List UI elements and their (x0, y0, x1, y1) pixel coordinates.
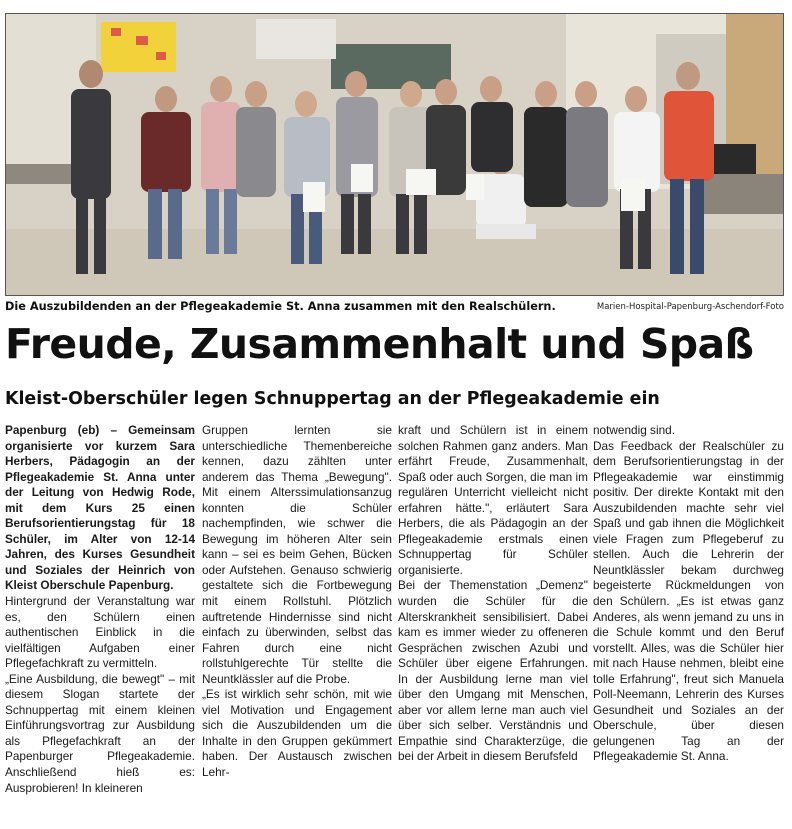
article-paragraph: Das Feedback der Realschüler zu dem Berufsorientierungstag in der Pflegeakademie war einstimmig positiv. Der direkte Kontakt mit den Auszubildenden machte sehr viel Spaß und gab ihnen die Möglichkeit viele Fragen zum Pflegeberuf zu stellen. Auch die Lehrerin der Neuntklässler bekam durchweg begeisterte Rückmeldungen von den Schülern. „Es ist etwas ganz Anderes, als wenn jemand zu uns in die Schule kommt und den Beruf vorstellt. Alles, was die Schüler hier mit nach Hause nehmen, bleibt eine tolle Erfahrung", freut sich Manuela Poll-Neemann, Lehrerin des Kurses Gesundheit und Soziales an der Oberschule, über diesen gelungenen Tag an der Pflegeakademie St. Anna. (593, 438, 784, 764)
group-photo-illustration (6, 14, 784, 296)
article-paragraph: notwendig sind. (593, 423, 675, 437)
article-column-4 (593, 423, 784, 765)
article-lead: Papenburg (eb) – Gemeinsam organisierte vor kurzem Sara Herbers, Pädagogin an der Pflegeakademie St. Anna unter der Leitung von Hedwig Rode, mit dem Kurs 25 einen Berufsorientierungstag für 18 Schüler, im Alter von 12-14 Jahren, des Kurses Gesundheit und Soziales der Heinrich von Kleist Oberschule Papenburg. (5, 423, 195, 593)
article-column-1 (5, 423, 195, 796)
article-paragraph: kraft und Schülern ist in einem solchen Rahmen ganz anders. Man erfährt Freude, Zusammenhalt, Spaß oder auch Sorgen, die man im regulären Unterricht vielleicht nicht erfahren hätte.", erläutert Sara Herbers, die als Pädagogin an der Pflegeakademie erstmals einen Schnuppertag für Schüler organisierte. (398, 423, 588, 577)
caption-row (5, 300, 784, 316)
headline: Freude, Zusammenhalt und Spaß (5, 320, 754, 368)
article-paragraph: „Es ist wirklich sehr schön, mit wie viel Motivation und Engagement sich die Auszubildenden um die Inhalte in den Gruppen gekümmert haben. Der Austausch zwischen Lehr- (202, 687, 392, 780)
article-paragraph: Bei der Themenstation „Demenz" wurden die Schüler für die Alterskrankheit sensibilisiert. Dabei kam es immer wieder zu offeneren Gesprächen zwischen Azubi und Schüler über eigene Erfahrungen. In der Ausbildung lerne man viel über den Umgang mit Menschen, aber vor allem lerne man auch viel über sich selber. Verständnis und Empathie sind Charakterzüge, die bei der Arbeit in diesem Berufsfeld (398, 578, 588, 764)
group-photo (5, 13, 784, 296)
article-column-3 (398, 423, 588, 765)
article-paragraph: Hintergrund der Veranstaltung war es, den Schülern einen authentischen Einblick in die vielfältigen Aufgaben einer Pflegefachkraft zu vermitteln. (5, 594, 195, 671)
article-paragraph: Gruppen lernten sie unterschiedliche Themenbereiche kennen, dazu zählten unter anderem das Thema „Bewegung". Mit einem Alterssimulationsanzug konnten die Schüler nachempfinden, wie schwer die Bewegung im höheren Alter sein kann – sei es beim Gehen, Bücken oder Aufstehen. Genauso schwierig gestaltete sich die Fortbewegung mit einem Rollstuhl. Plötzlich auftretende Hindernisse sind nicht einfach zu überwinden, selbst das Fahren durch eine nicht rollstuhlgerechte Tür stellte die Neuntklässler auf die Probe. (202, 423, 392, 686)
subheadline: Kleist-Oberschüler legen Schnuppertag an der Pflegeakademie ein (5, 389, 660, 409)
article-column-2 (202, 423, 392, 781)
photo-caption: Die Auszubildenden an der Pflegeakademie St. Anna zusammen mit den Realschülern. (5, 300, 556, 313)
article-paragraph: „Eine Ausbildung, die bewegt" – mit diesem Slogan startete der Schnuppertag mit einem kleinen Einführungsvortrag zur Ausbildung als Pflegefachkraft an der Papenburger Pflegeakademie. Anschließend hieß es: Ausprobieren! In kleineren (5, 671, 195, 795)
photo-credit: Marien-Hospital-Papenburg-Aschendorf-Foto (596, 302, 784, 312)
